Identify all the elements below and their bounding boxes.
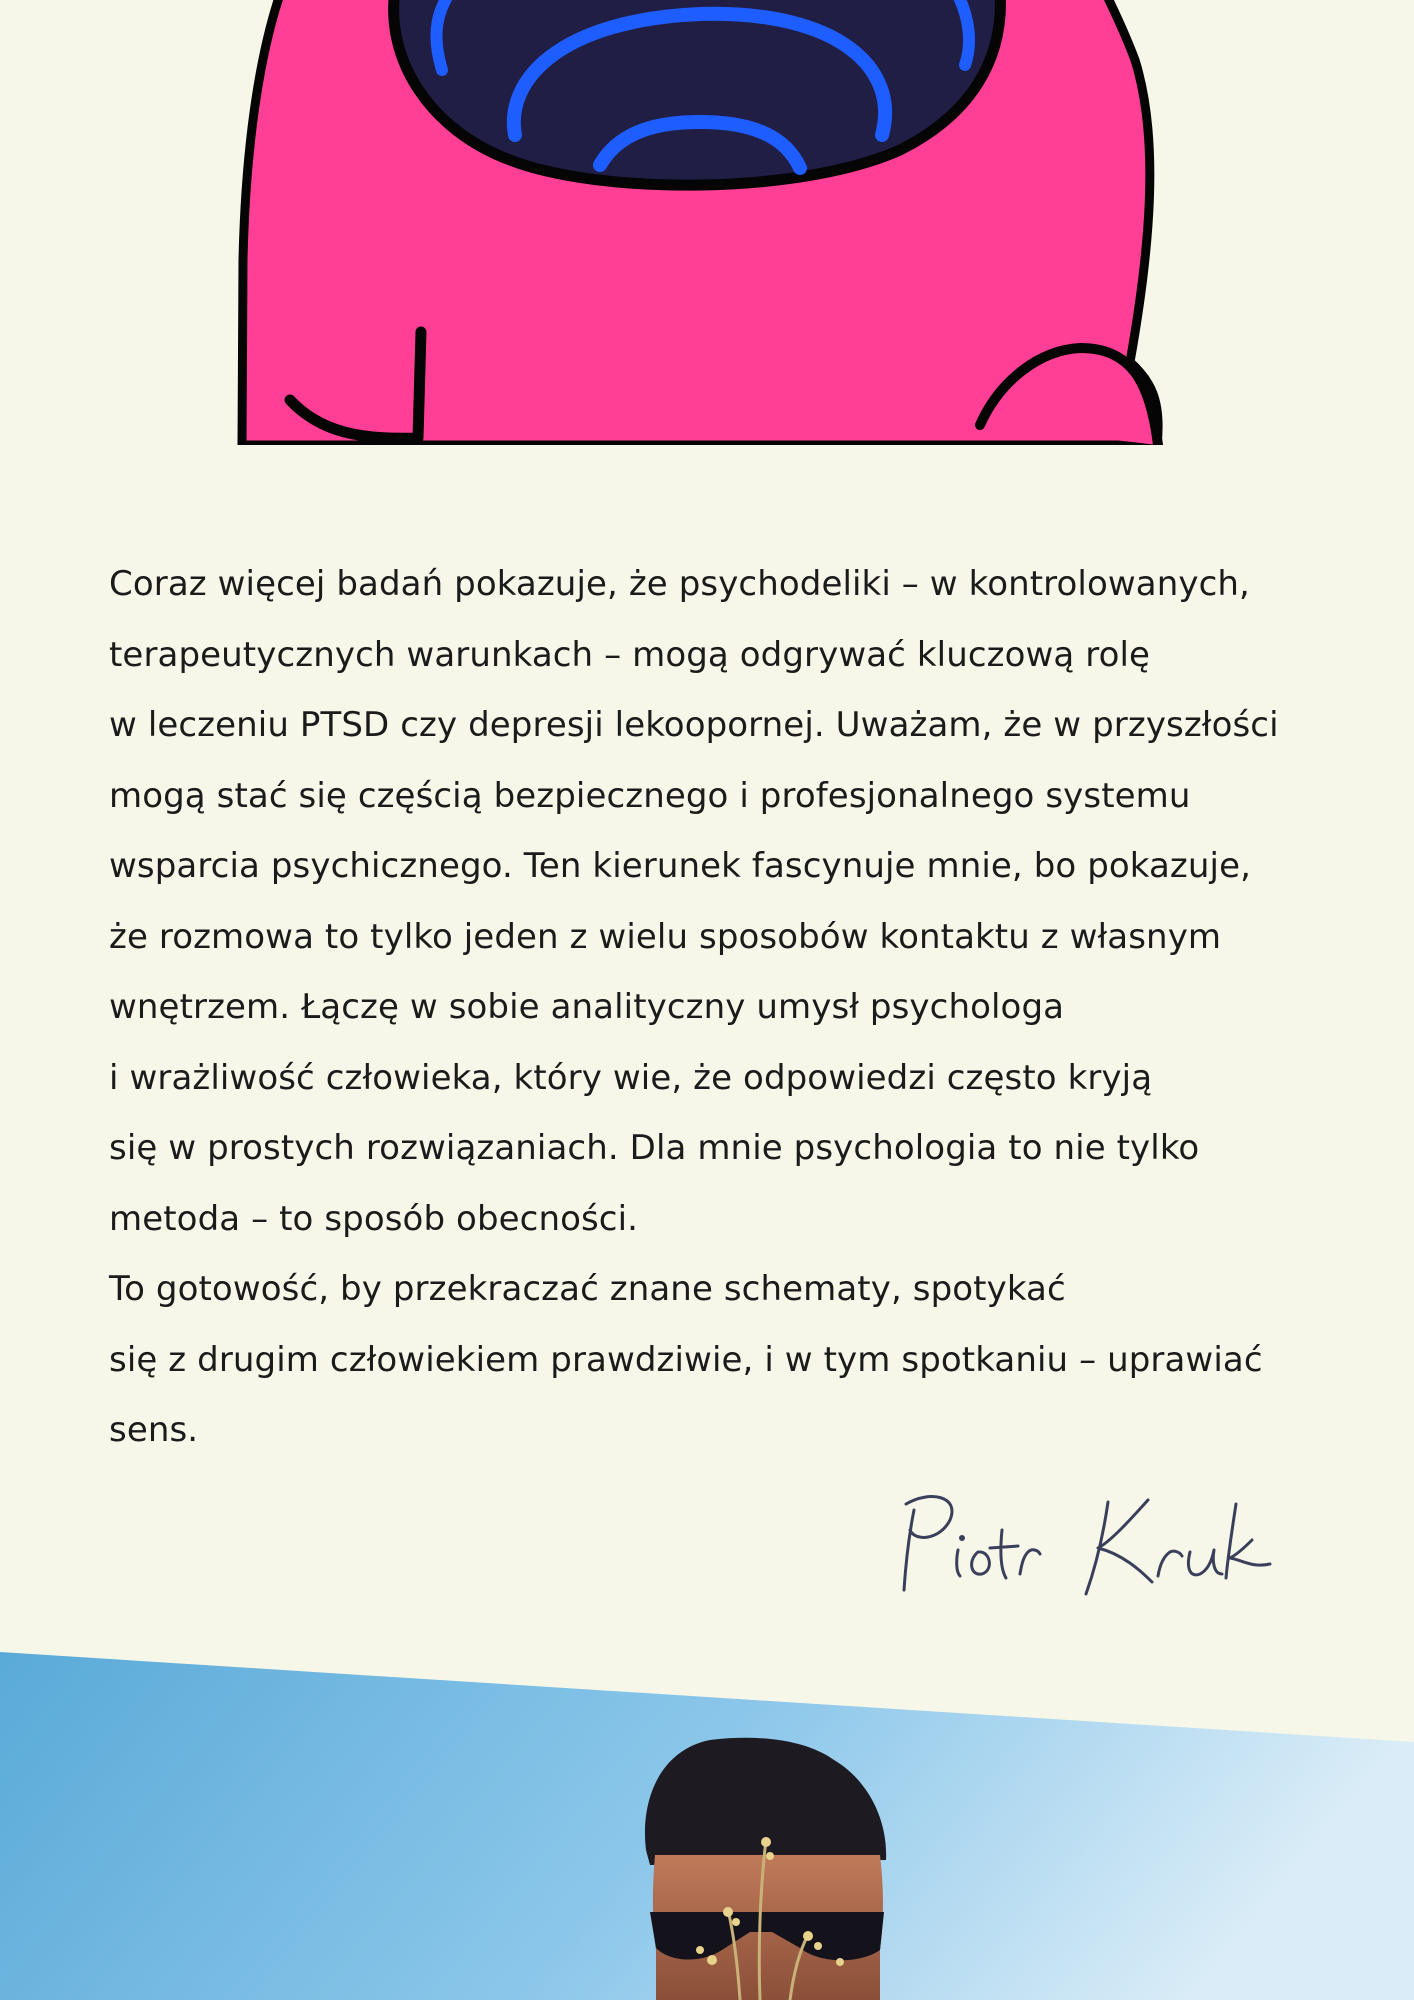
article-line: mogą stać się częścią bezpiecznego i profesjonalnego systemu	[109, 775, 1191, 816]
article-line: sens.	[109, 1410, 199, 1450]
article-line: Coraz więcej badań pokazuje, że psychodeliki – w kontrolowanych,	[109, 564, 1250, 604]
article-section	[109, 549, 1339, 1466]
article-line: w leczeniu PTSD czy depresji lekoopornej. Uważam, że w przyszłości	[109, 705, 1279, 745]
signature-drawing	[890, 1490, 1290, 1600]
portrait-photo-drawing	[0, 1650, 1414, 2000]
article-line: że rozmowa to tylko jeden z wielu sposobów kontaktu z własnym	[109, 916, 1222, 957]
signature	[890, 1490, 1290, 1600]
hero-illustration	[0, 0, 1414, 445]
portrait-photo	[0, 1650, 1414, 2000]
article-line: wnętrzem. Łączę w sobie analityczny umysł psychologa	[109, 987, 1065, 1027]
article-line: To gotowość, by przekraczać znane schematy, spotykać	[109, 1269, 1066, 1309]
article-line: się z drugim człowiekiem prawdziwie, i w tym spotkaniu – uprawiać	[109, 1339, 1263, 1380]
article-line: terapeutycznych warunkach – mogą odgrywać kluczową rolę	[109, 634, 1151, 675]
crewmate-illustration	[0, 0, 1414, 445]
article-line: wsparcia psychicznego. Ten kierunek fascynuje mnie, bo pokazuje,	[109, 846, 1251, 886]
article-line: metoda – to sposób obecności.	[109, 1198, 639, 1239]
article-line: i wrażliwość człowieka, który wie, że odpowiedzi często kryją	[109, 1057, 1153, 1098]
article-line: się w prostych rozwiązaniach. Dla mnie psychologia to nie tylko	[109, 1128, 1200, 1168]
article-text	[109, 549, 1339, 1466]
